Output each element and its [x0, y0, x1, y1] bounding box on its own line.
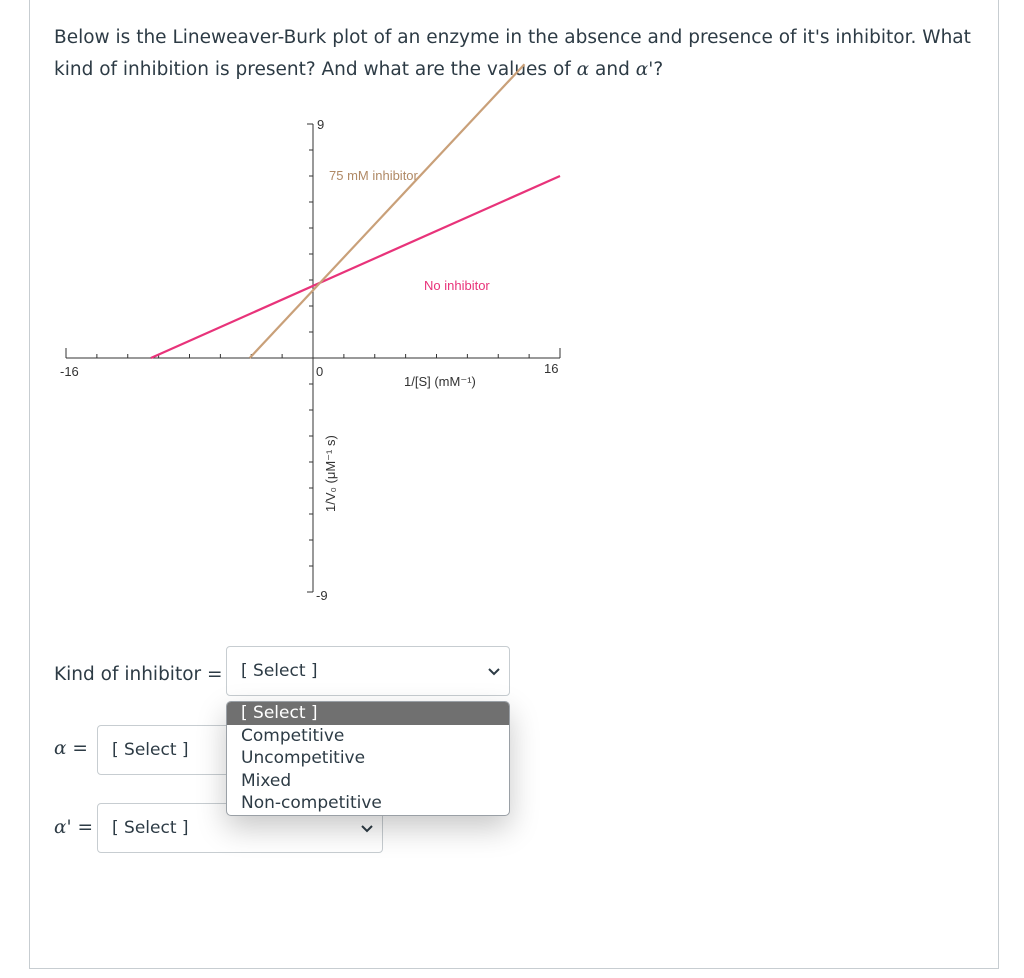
alpha-prime-label — [54, 817, 93, 838]
chevron-down-icon — [360, 821, 374, 835]
x-axis-label: 1/[S] (mM⁻¹) — [404, 374, 476, 389]
plot-labels — [60, 117, 558, 603]
kind-of-inhibitor-dropdown-menu[interactable] — [226, 701, 510, 816]
plot-axes — [66, 124, 560, 592]
kind-of-inhibitor-select[interactable] — [226, 646, 510, 696]
series-line-no-inhibitor — [151, 176, 560, 358]
alpha-label-symbol: α — [54, 738, 67, 759]
dropdown-option-mixed[interactable]: Mixed — [241, 770, 292, 791]
alpha-select-value: [ Select ] — [112, 740, 189, 760]
question-line-1: Below is the Lineweaver-Burk plot of an enzyme in the absence and presence of it's inhibitor. What — [54, 27, 971, 48]
dropdown-option-competitive[interactable]: Competitive — [241, 725, 345, 746]
dropdown-option-uncompetitive[interactable]: Uncompetitive — [241, 748, 366, 769]
alpha-prime-symbol: α' — [635, 59, 654, 80]
alpha-prime-label-symbol: α' — [54, 817, 72, 838]
plot-series — [151, 64, 560, 358]
y-tick-label-max: 9 — [317, 117, 325, 132]
question-end: ? — [653, 59, 664, 80]
alpha-label — [54, 738, 88, 759]
chevron-down-icon — [487, 664, 501, 678]
y-tick-label-min: -9 — [316, 588, 328, 603]
dropdown-option-select[interactable]: [ Select ] — [227, 702, 509, 725]
question-line-2: kind of inhibition is present? And what are the values of — [54, 59, 577, 80]
alpha-symbol: α — [576, 59, 590, 80]
x-tick-label-max: 16 — [544, 361, 559, 376]
dropdown-option-non-competitive[interactable]: Non-competitive — [241, 793, 382, 814]
alpha-prime-label-eq: = — [71, 817, 93, 838]
alpha-label-eq: = — [66, 738, 88, 759]
kind-select-value: [ Select ] — [241, 661, 318, 681]
alpha-prime-select-value: [ Select ] — [112, 818, 189, 838]
y-axis-label: 1/V₀ (μM⁻¹ s) — [323, 435, 338, 512]
x-tick-label-min: -16 — [60, 364, 79, 379]
series-label-inhibitor: 75 mM inhibitor — [329, 168, 418, 183]
series-label-no-inhibitor: No inhibitor — [424, 278, 490, 293]
question-and: and — [589, 59, 636, 80]
kind-of-inhibitor-label: Kind of inhibitor = — [54, 664, 223, 685]
x-tick-label-zero: 0 — [316, 364, 324, 379]
